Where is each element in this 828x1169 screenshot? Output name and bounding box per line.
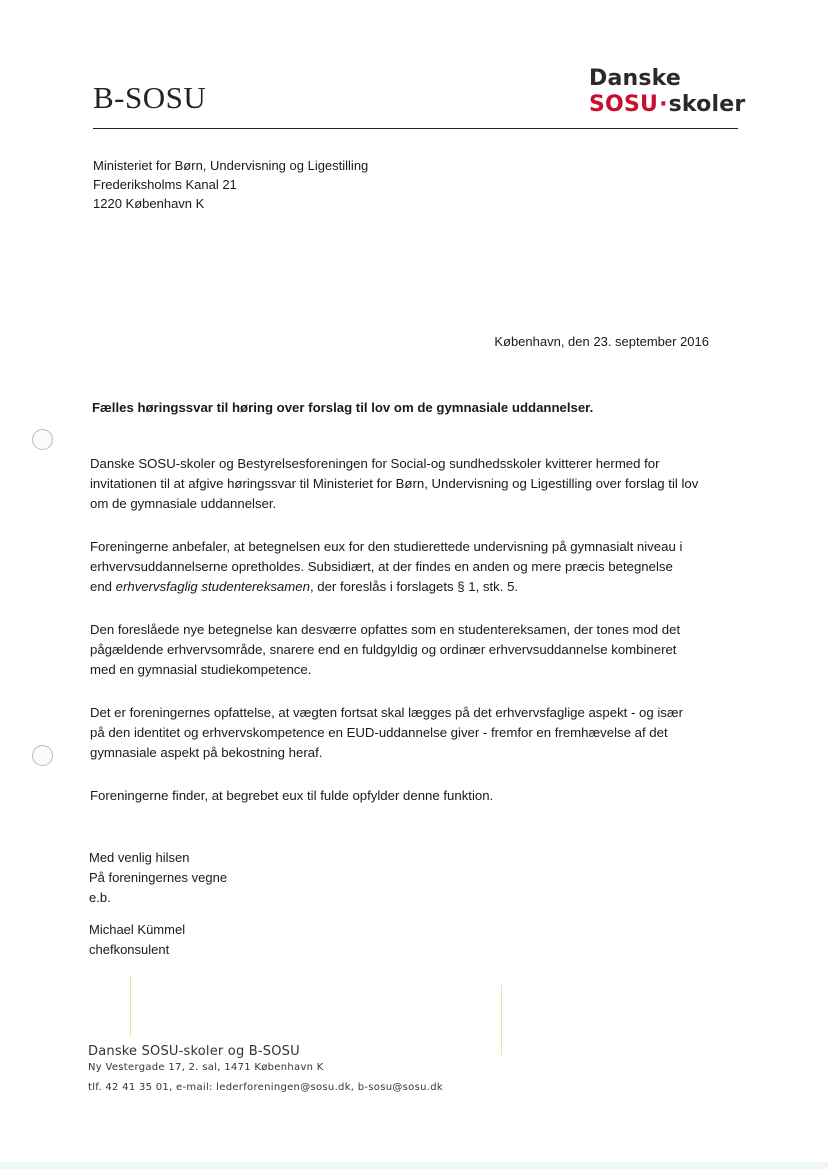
logo-dot: · bbox=[659, 92, 668, 117]
logo-word-sosu: SOSU bbox=[589, 92, 659, 117]
p2-line-3b: , der foreslås i forslagets § 1, stk. 5. bbox=[309, 579, 519, 594]
p3-line-1: Den foreslåede nye betegnelse kan desværre opfattes som en studentereksamen, der tones mod det bbox=[90, 622, 681, 637]
p2-italic-term: erhvervsfaglig studentereksamen bbox=[115, 579, 310, 594]
p1-line-3: om de gymnasiale uddannelser. bbox=[90, 496, 277, 511]
recipient-name: Ministeriet for Børn, Undervisning og Ligestilling bbox=[93, 158, 369, 173]
p4-line-1: Det er foreningernes opfattelse, at vægten fortsat skal lægges på det erhvervsfaglige aspekt - og især bbox=[90, 705, 684, 720]
p1-line-2: invitationen til at afgive høringssvar til Ministeriet for Børn, Undervisning og Ligestilling over forslag til lov bbox=[90, 476, 699, 491]
paragraph-3 bbox=[90, 620, 740, 680]
paragraph-1 bbox=[90, 454, 740, 514]
b-sosu-logo: B-SOSU bbox=[93, 80, 207, 115]
p3-line-3: med en gymnasial studiekompetence. bbox=[90, 662, 312, 677]
danske-sosu-skoler-logo bbox=[589, 66, 745, 118]
p2-line-2: erhvervsuddannelserne opretholdes. Subsidiært, at der findes en anden og mere præcis betegnelse bbox=[90, 559, 673, 574]
footer-contact: tlf. 42 41 35 01, e-mail: lederforeningen@sosu.dk, b-sosu@sosu.dk bbox=[88, 1082, 443, 1093]
header-divider bbox=[93, 128, 738, 129]
recipient-address bbox=[93, 156, 368, 213]
recipient-city: 1220 København K bbox=[93, 196, 205, 211]
letter-footer bbox=[88, 1044, 443, 1093]
p2-line-3a: end bbox=[90, 579, 116, 594]
paragraph-2 bbox=[90, 537, 740, 597]
p4-line-3: gymnasiale aspekt på bekostning heraf. bbox=[90, 745, 323, 760]
punch-hole bbox=[32, 745, 53, 766]
scan-marker-line bbox=[130, 975, 131, 1037]
signatory-name: Michael Kümmel bbox=[89, 922, 186, 937]
letter-body bbox=[90, 454, 740, 829]
closing-on-behalf: På foreningernes vegne bbox=[89, 870, 228, 885]
scan-marker-line bbox=[501, 985, 502, 1055]
p2-line-1: Foreningerne anbefaler, at betegnelsen eux for den studierettede undervisning på gymnasialt niveau i bbox=[90, 539, 683, 554]
subject-line: Fælles høringssvar til høring over forslag til lov om de gymnasiale uddannelser. bbox=[92, 400, 594, 415]
closing-block bbox=[89, 848, 227, 960]
recipient-street: Frederiksholms Kanal 21 bbox=[93, 177, 237, 192]
paragraph-5 bbox=[90, 786, 740, 806]
dateline: København, den 23. september 2016 bbox=[494, 334, 709, 349]
scan-edge bbox=[0, 1162, 828, 1169]
paragraph-4 bbox=[90, 703, 740, 763]
closing-spacer bbox=[89, 908, 227, 920]
p3-line-2: pågældende erhvervsområde, snarere end en fuldgyldig og ordinær erhvervsuddannelse kombineret bbox=[90, 642, 677, 657]
footer-org: Danske SOSU-skoler og B-SOSU bbox=[88, 1044, 300, 1059]
logo-line-sosu-skoler bbox=[589, 92, 745, 118]
p1-line-1: Danske SOSU-skoler og Bestyrelsesforeningen for Social-og sundhedsskoler kvitterer hermed for bbox=[90, 456, 660, 471]
punch-hole bbox=[32, 429, 53, 450]
signatory-title: chefkonsulent bbox=[89, 942, 170, 957]
closing-eb: e.b. bbox=[89, 890, 111, 905]
footer-address: Ny Vestergade 17, 2. sal, 1471 København K bbox=[88, 1062, 324, 1073]
logo-word-skoler: skoler bbox=[668, 92, 746, 117]
logo-word-danske: Danske bbox=[589, 66, 682, 91]
p5-line-1: Foreningerne finder, at begrebet eux til fulde opfylder denne funktion. bbox=[90, 788, 494, 803]
p4-line-2: på den identitet og erhvervskompetence en EUD-uddannelse giver - fremfor en fremhævelse af det bbox=[90, 725, 668, 740]
closing-greeting: Med venlig hilsen bbox=[89, 850, 190, 865]
